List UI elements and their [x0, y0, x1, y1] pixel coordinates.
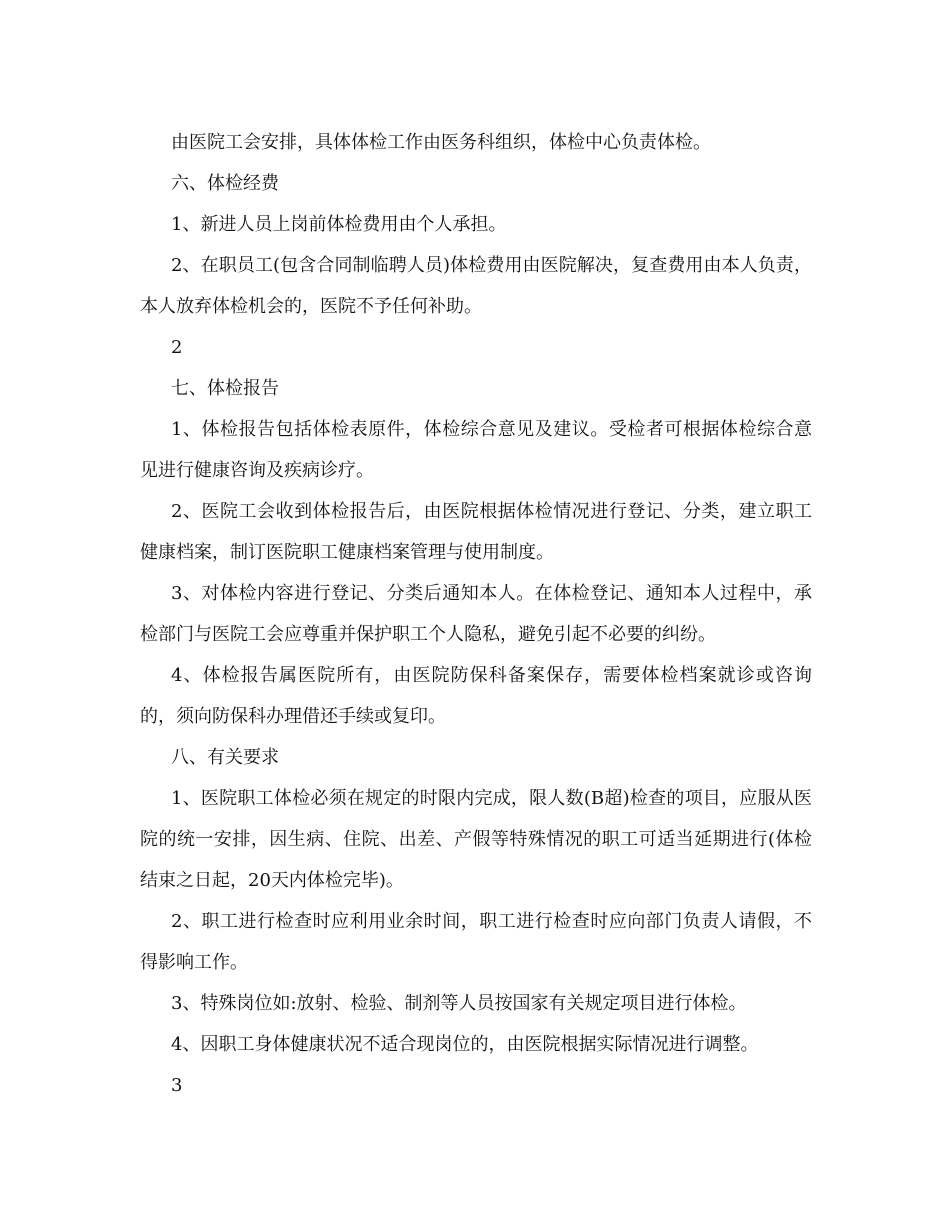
paragraph-requirements-4: 4、因职工身体健康状况不适合现岗位的，由医院根据实际情况进行调整。 [171, 1034, 759, 1055]
section-heading-funding: 六、体检经费 [171, 173, 279, 194]
paragraph-report-3: 3、对体检内容进行登记、分类后通知本人。在体检登记、通知本人过程中，承检部门与医院工会应尊重并保护职工个人隐私，避免引起不必要的纠纷。 [140, 583, 812, 645]
paragraph-report-2: 2、医院工会收到体检报告后，由医院根据体检情况进行登记、分类，建立职工健康档案，制订医院职工健康档案管理与使用制度。 [140, 501, 812, 563]
section-heading-report: 七、体检报告 [171, 378, 279, 399]
paragraph-funding-1: 1、新进人员上岗前体检费用由个人承担。 [171, 214, 507, 235]
page-number: 3 [171, 1075, 183, 1096]
paragraph-report-1: 1、体检报告包括体检表原件，体检综合意见及建议。受检者可根据体检综合意见进行健康咨询及疾病诊疗。 [140, 419, 812, 481]
document-body [140, 122, 812, 1106]
paragraph-report-4: 4、体检报告属医院所有，由医院防保科备案保存，需要体检档案就诊或咨询的，须向防保科办理借还手续或复印。 [140, 665, 812, 727]
paragraph-requirements-2: 2、职工进行检查时应利用业余时间，职工进行检查时应向部门负责人请假，不得影响工作。 [140, 911, 812, 973]
paragraph-requirements-1: 1、医院职工体检必须在规定的时限内完成，限人数(B超)检查的项目，应服从医院的统一安排，因生病、住院、出差、产假等特殊情况的职工可适当延期进行(体检结束之日起，20天内体检完毕)。 [140, 788, 812, 891]
paragraph-continuation: 由医院工会安排，具体体检工作由医务科组织，体检中心负责体检。 [171, 132, 711, 153]
section-heading-requirements: 八、有关要求 [171, 747, 279, 768]
paragraph-funding-2: 2、在职员工(包含合同制临聘人员)体检费用由医院解决，复查费用由本人负责，本人放弃体检机会的，医院不予任何补助。 [140, 255, 812, 317]
paragraph-requirements-3: 3、特殊岗位如:放射、检验、制剂等人员按国家有关规定项目进行体检。 [171, 993, 747, 1014]
page-number: 2 [171, 337, 183, 358]
